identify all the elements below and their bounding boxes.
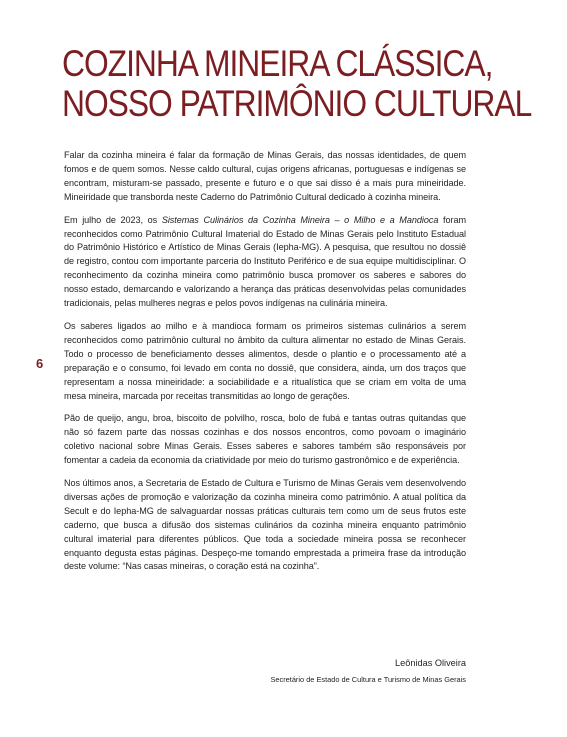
paragraph-2-end: foram reconhecidos como Patrimônio Cultural Imaterial do Estado de Minas Gerais pelo Instituto Estadual do Patrimônio Histórico e Artístico de Minas Gerais (Iepha-MG). A pesquisa, que resultou no dossiê de registro, contou com importante parceria do Instituto Periférico e de sua equipe multidisciplinar. O reconhecimento da cozinha mineira como patrimônio busca promover os saberes e sabores do nosso estado, demarcando e valorizando a herança das práticas desenvolvidas pelas comunidades tradicionais, pelas mulheres negras e pelos povos indígenas na culinária mineira. [64,214,466,309]
page-title-line-1: COZINHA MINEIRA CLÁSSICA, [62,43,493,84]
page-number: 6 [36,356,44,371]
signature-role: Secretário de Estado de Cultura e Turismo de Minas Gerais [270,675,466,684]
paragraph-2-start: Em julho de 2023, os [64,214,162,225]
signature-block [270,656,466,686]
article-body [64,149,466,583]
paragraph-3: Os saberes ligados ao milho e à mandioca formam os primeiros sistemas culinários a serem reconhecidos como patrimônio cultural no âmbito da cultura alimentar no estado de Minas Gerais. Todo o processo de beneficiamento desses alimentos, desde o plantio e o processamento até a preparação e o consumo, foi levado em conta no dossiê, que considera, ainda, um dos traços que representam a nossa mineiridade: a sociabilidade e a ritualística que se criam em volta de uma mesa mineira, marcada por receitas transmitidas ao longo de gerações. [64,320,466,401]
paragraph-2-italic: Sistemas Culinários da Cozinha Mineira – o Milho e a Mandioca [161,214,439,225]
paragraph-2 [64,214,466,311]
paragraph-1: Falar da cozinha mineira é falar da formação de Minas Gerais, das nossas identidades, de quem fomos e de quem somos. Nesse caldo cultural, cujas origens africanas, portuguesas e indígenas se encontram, misturam-se passado, presente e futuro e o que sai disso é a mais pura mineiridade. Mineiridade que transborda neste Caderno do Patrimônio Cultural dedicado à cozinha mineira. [64,150,466,202]
page-title [62,43,532,124]
signature-name: Leônidas Oliveira [395,658,466,668]
paragraph-5: Nos últimos anos, a Secretaria de Estado de Cultura e Turismo de Minas Gerais vem desenvolvendo diversas ações de promoção e valorização da cozinha mineira como patrimônio. A atual política da Secult e do Iepha-MG de salvaguardar nossas práticas culturais tem como um de seus frutos este caderno, que busca a difusão dos sistemas culinários da cozinha mineira enquanto patrimônio cultural imaterial para diferentes públicos. Que toda a sociedade mineira possa se reconhecer enquanto degusta estas páginas. Despeço-me tomando emprestada a primeira frase da introdução deste volume: “Nas casas mineiras, o coração está na cozinha”. [64,478,466,572]
paragraph-4: Pão de queijo, angu, broa, biscoito de polvilho, rosca, bolo de fubá e tantas outras quitandas que não só fazem parte das nossas cozinhas e dos nossos encontros, como povoam o imaginário coletivo nacional sobre Minas Gerais. Esses saberes e sabores também são responsáveis por fomentar a cadeia da economia da criatividade por meio do turismo gastronômico e de experiência. [64,413,466,466]
page-title-line-2: NOSSO PATRIMÔNIO CULTURAL [62,83,532,124]
